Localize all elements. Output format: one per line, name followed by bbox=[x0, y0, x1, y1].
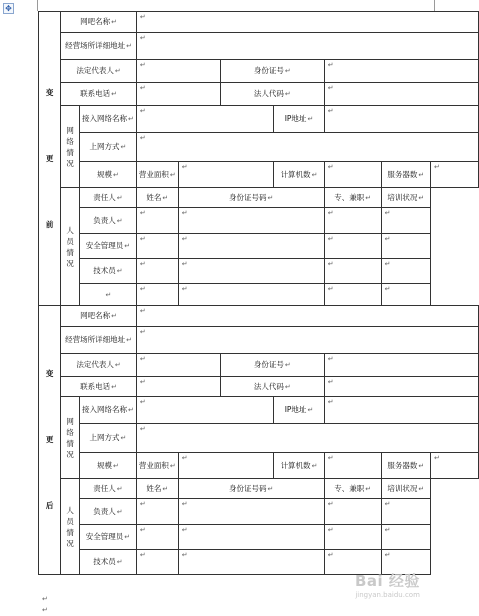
after-staff-r3-name[interactable] bbox=[136, 550, 178, 575]
vertical-char: 络 bbox=[66, 427, 74, 437]
before-area-label-text: 营业面积 bbox=[138, 169, 169, 179]
side-char: 后 bbox=[45, 501, 54, 510]
after-area-value[interactable] bbox=[178, 453, 274, 479]
before-staff-r1-label bbox=[80, 208, 137, 234]
paragraph-mark: ↵ bbox=[128, 115, 134, 123]
before-computers-value[interactable] bbox=[324, 162, 381, 188]
paragraph-mark: ↵ bbox=[139, 134, 146, 142]
paragraph-mark: ↵ bbox=[327, 378, 334, 386]
before-legal-rep-value[interactable] bbox=[136, 60, 220, 83]
after-network-side bbox=[61, 397, 80, 479]
before-servers-value[interactable] bbox=[431, 162, 479, 188]
after-access-label bbox=[80, 397, 137, 424]
paragraph-mark: ↵ bbox=[384, 500, 391, 508]
paragraph-mark: ↵ bbox=[311, 461, 318, 470]
after-col-training-text: 培训状况 bbox=[387, 483, 418, 493]
before-phone-label bbox=[61, 83, 137, 106]
watermark-url: jingyan.baidu.com bbox=[355, 591, 420, 599]
before-online-label-text: 上网方式 bbox=[89, 142, 120, 151]
after-name-label bbox=[61, 306, 137, 327]
paragraph-mark: ↵ bbox=[113, 170, 119, 179]
before-scale-label-text: 规模 bbox=[97, 169, 112, 179]
before-col-name bbox=[136, 188, 178, 208]
paragraph-mark: ↵ bbox=[139, 61, 146, 69]
before-name-value[interactable] bbox=[136, 12, 478, 33]
before-staff-r1-label-text: 负责人 bbox=[93, 215, 116, 225]
vertical-char: 况 bbox=[66, 258, 74, 268]
paragraph-mark: ↵ bbox=[139, 378, 146, 386]
vertical-char: 网 bbox=[66, 125, 74, 135]
before-computers-label-text: 计算机数 bbox=[280, 169, 311, 179]
vertical-char: 情 bbox=[66, 527, 74, 537]
paragraph-mark: ↵ bbox=[267, 193, 274, 202]
paragraph-mark: ↵ bbox=[139, 260, 146, 268]
before-side-text bbox=[41, 87, 58, 231]
after-legal-code-label-text: 法人代码 bbox=[253, 381, 284, 391]
before-address-label-text: 经营场所详细地址 bbox=[65, 41, 126, 50]
paragraph-mark: ↵ bbox=[111, 382, 118, 391]
after-legal-rep-label bbox=[61, 354, 137, 377]
after-staff-r1-training[interactable] bbox=[381, 499, 430, 525]
paragraph-mark: ↵ bbox=[162, 193, 169, 202]
before-col-training bbox=[381, 188, 430, 208]
before-phone-value[interactable] bbox=[136, 83, 220, 106]
after-col-role-text: 责任人 bbox=[93, 483, 116, 493]
after-staff-r3-id[interactable] bbox=[178, 550, 324, 575]
before-staff-blank-training[interactable] bbox=[381, 284, 430, 306]
paragraph-mark: ↵ bbox=[307, 115, 314, 123]
after-area-label bbox=[136, 453, 178, 479]
after-section-side bbox=[39, 306, 61, 575]
after-staff-r1-type[interactable] bbox=[324, 499, 381, 525]
after-col-type bbox=[324, 479, 381, 499]
after-address-label-text: 经营场所详细地址 bbox=[65, 335, 126, 344]
paragraph-mark: ↵ bbox=[284, 361, 291, 369]
paragraph-mark: ↵ bbox=[327, 84, 334, 92]
before-staff-r3-name[interactable] bbox=[136, 259, 178, 284]
paragraph-mark: ↵ bbox=[169, 170, 176, 179]
paragraph-mark: ↵ bbox=[124, 242, 131, 250]
vertical-char: 人 bbox=[66, 505, 74, 515]
before-legal-code-value[interactable] bbox=[324, 83, 478, 106]
paragraph-mark: ↵ bbox=[307, 406, 314, 414]
side-char: 变 bbox=[45, 87, 54, 97]
paragraph-mark: ↵ bbox=[365, 484, 372, 493]
paragraph-mark: ↵ bbox=[116, 558, 123, 566]
paragraph-mark: ↵ bbox=[116, 484, 123, 493]
paragraph-mark: ↵ bbox=[181, 209, 188, 217]
before-computers-label bbox=[274, 162, 324, 188]
after-ip-label-text: IP地址 bbox=[284, 405, 307, 414]
before-legal-rep-label bbox=[61, 60, 137, 83]
before-ip-label-text: IP地址 bbox=[284, 114, 307, 123]
paragraph-mark: ↵ bbox=[327, 209, 334, 217]
before-staff-side-text bbox=[63, 225, 77, 269]
after-staff-r2-id[interactable] bbox=[178, 525, 324, 550]
vertical-char: 络 bbox=[66, 136, 74, 146]
paragraph-mark: ↵ bbox=[434, 163, 440, 171]
before-id-no-value[interactable] bbox=[324, 60, 478, 83]
before-staff-r3-training[interactable] bbox=[381, 259, 430, 284]
before-staff-blank-name[interactable] bbox=[136, 284, 178, 306]
before-online-value[interactable] bbox=[136, 133, 478, 162]
paragraph-mark: ↵ bbox=[418, 193, 425, 202]
after-staff-r3-label-text: 技术员 bbox=[93, 557, 116, 566]
before-staff-r2-label bbox=[80, 234, 137, 259]
before-address-value[interactable] bbox=[136, 33, 478, 60]
paragraph-mark: ↵ bbox=[114, 67, 121, 75]
before-staff-r2-name[interactable] bbox=[136, 234, 178, 259]
after-phone-label-text: 联系电话 bbox=[80, 381, 111, 391]
before-staff-r1-id[interactable] bbox=[178, 208, 324, 234]
before-col-type bbox=[324, 188, 381, 208]
after-legal-code-value[interactable] bbox=[324, 377, 478, 397]
paragraph-mark: ↵ bbox=[126, 42, 133, 50]
paragraph-mark: ↵ bbox=[139, 398, 146, 406]
after-computers-value[interactable] bbox=[324, 453, 381, 479]
after-staff-r2-label-text: 安全管理员 bbox=[85, 532, 124, 541]
after-servers-label bbox=[381, 453, 430, 479]
baidu-watermark bbox=[355, 570, 420, 599]
before-staff-r2-label-text: 安全管理员 bbox=[85, 241, 124, 250]
before-name-label bbox=[61, 12, 137, 33]
paragraph-mark: ↵ bbox=[111, 90, 118, 98]
after-address-value[interactable] bbox=[136, 327, 478, 354]
before-servers-label bbox=[381, 162, 430, 188]
side-char: 变 bbox=[45, 369, 54, 378]
vertical-char: 况 bbox=[66, 538, 74, 548]
after-staff-side-text bbox=[63, 505, 77, 549]
after-ip-value[interactable] bbox=[324, 397, 478, 424]
paragraph-mark: ↵ bbox=[327, 235, 334, 243]
vertical-char: 员 bbox=[66, 516, 74, 526]
after-col-id bbox=[178, 479, 324, 499]
after-id-no-value[interactable] bbox=[324, 354, 478, 377]
after-staff-r2-name[interactable] bbox=[136, 525, 178, 550]
paragraph-mark: ↵ bbox=[327, 285, 334, 293]
after-staff-r1-id[interactable] bbox=[178, 499, 324, 525]
before-phone-label-text: 联系电话 bbox=[80, 89, 111, 98]
before-staff-r1-type[interactable] bbox=[324, 208, 381, 234]
paragraph-mark: ↵ bbox=[384, 235, 391, 243]
paragraph-mark: ↵ bbox=[418, 484, 425, 493]
paragraph-mark: ↵ bbox=[327, 526, 334, 534]
after-legal-rep-value[interactable] bbox=[136, 354, 220, 377]
page-right-edge bbox=[434, 0, 435, 11]
side-char: 更 bbox=[45, 153, 54, 163]
paragraph-mark: ↵ bbox=[113, 461, 119, 470]
table-move-handle-icon[interactable]: ✥ bbox=[3, 3, 14, 14]
after-side-text bbox=[41, 368, 58, 512]
before-scale-label bbox=[80, 162, 137, 188]
paragraph-mark: ↵ bbox=[139, 107, 146, 115]
paragraph-mark: ↵ bbox=[116, 267, 123, 275]
vertical-char: 网 bbox=[66, 416, 74, 426]
after-staff-r1-label-text: 负责人 bbox=[93, 506, 116, 516]
after-name-label-text: 网吧名称 bbox=[80, 311, 111, 320]
paragraph-mark: ↵ bbox=[284, 90, 291, 98]
paragraph-mark: ↵ bbox=[327, 551, 334, 559]
before-staff-r2-training[interactable] bbox=[381, 234, 430, 259]
after-scale-label bbox=[80, 453, 137, 479]
paragraph-mark: ↵ bbox=[169, 461, 176, 470]
paragraph-mark: ↵ bbox=[105, 290, 112, 299]
before-legal-code-label-text: 法人代码 bbox=[253, 89, 284, 98]
paragraph-mark: ↵ bbox=[384, 551, 391, 559]
paragraph-mark-bottom-1: ↵ bbox=[42, 595, 48, 603]
paragraph-mark: ↵ bbox=[327, 454, 334, 462]
paragraph-mark: ↵ bbox=[139, 551, 146, 559]
paragraph-mark: ↵ bbox=[327, 107, 334, 115]
vertical-char: 情 bbox=[66, 247, 74, 257]
before-section-side bbox=[39, 12, 61, 306]
after-ip-label bbox=[274, 397, 324, 424]
before-col-id bbox=[178, 188, 324, 208]
paragraph-mark: ↵ bbox=[181, 235, 188, 243]
paragraph-mark-bottom-2: ↵ bbox=[42, 606, 48, 614]
before-col-id-text: 身份证号码 bbox=[229, 192, 267, 202]
before-staff-r3-label bbox=[80, 259, 137, 284]
after-staff-r1-name[interactable] bbox=[136, 499, 178, 525]
paragraph-mark: ↵ bbox=[384, 209, 391, 217]
paragraph-mark: ↵ bbox=[111, 312, 118, 320]
vertical-char: 员 bbox=[66, 236, 74, 246]
paragraph-mark: ↵ bbox=[384, 260, 391, 268]
paragraph-mark: ↵ bbox=[327, 398, 334, 406]
after-staff-r2-training[interactable] bbox=[381, 525, 430, 550]
before-legal-code-label bbox=[220, 83, 324, 106]
vertical-char: 况 bbox=[66, 158, 74, 168]
paragraph-mark: ↵ bbox=[181, 285, 188, 293]
before-address-label bbox=[61, 33, 137, 60]
paragraph-mark: ↵ bbox=[111, 18, 118, 26]
paragraph-mark: ↵ bbox=[139, 84, 146, 92]
paragraph-mark: ↵ bbox=[139, 500, 146, 508]
paragraph-mark: ↵ bbox=[116, 193, 123, 202]
paragraph-mark: ↵ bbox=[139, 307, 146, 315]
paragraph-mark: ↵ bbox=[139, 34, 146, 42]
after-phone-value[interactable] bbox=[136, 377, 220, 397]
before-staff-r2-type[interactable] bbox=[324, 234, 381, 259]
paragraph-mark: ↵ bbox=[162, 484, 169, 493]
before-area-value[interactable] bbox=[178, 162, 274, 188]
paragraph-mark: ↵ bbox=[384, 285, 391, 293]
before-col-role-text: 责任人 bbox=[93, 192, 116, 202]
vertical-char: 人 bbox=[66, 225, 74, 235]
paragraph-mark: ↵ bbox=[128, 406, 134, 414]
before-staff-r1-training[interactable] bbox=[381, 208, 430, 234]
paragraph-mark: ↵ bbox=[434, 454, 440, 462]
before-staff-r3-label-text: 技术员 bbox=[93, 266, 116, 275]
before-area-label bbox=[136, 162, 178, 188]
paragraph-mark: ↵ bbox=[384, 526, 391, 534]
paragraph-mark: ↵ bbox=[139, 526, 146, 534]
after-staff-r1-label bbox=[80, 499, 137, 525]
before-access-label bbox=[80, 106, 137, 133]
after-legal-rep-label-text: 法定代表人 bbox=[76, 360, 114, 369]
paragraph-mark: ↵ bbox=[120, 434, 127, 442]
before-staff-side bbox=[61, 188, 80, 306]
before-ip-value[interactable] bbox=[324, 106, 478, 133]
paragraph-mark: ↵ bbox=[139, 209, 146, 217]
after-online-value[interactable] bbox=[136, 424, 478, 453]
after-col-training bbox=[381, 479, 430, 499]
before-name-label-text: 网吧名称 bbox=[80, 17, 111, 26]
before-staff-r2-id[interactable] bbox=[178, 234, 324, 259]
before-servers-label-text: 服务器数 bbox=[387, 169, 418, 179]
after-staff-r2-type[interactable] bbox=[324, 525, 381, 550]
side-char: 前 bbox=[45, 219, 54, 229]
paragraph-mark: ↵ bbox=[181, 163, 188, 171]
before-staff-blank-label[interactable] bbox=[80, 284, 137, 306]
after-access-label-text: 接入网络名称 bbox=[82, 405, 127, 414]
before-online-label bbox=[80, 133, 137, 162]
after-online-label-text: 上网方式 bbox=[89, 433, 120, 442]
before-ip-label bbox=[274, 106, 324, 133]
paragraph-mark: ↵ bbox=[327, 61, 334, 69]
after-access-value[interactable] bbox=[136, 397, 273, 424]
after-col-id-text: 身份证号码 bbox=[229, 483, 267, 493]
paragraph-mark: ↵ bbox=[327, 355, 334, 363]
paragraph-mark: ↵ bbox=[120, 143, 127, 151]
paragraph-mark: ↵ bbox=[181, 526, 188, 534]
paragraph-mark: ↵ bbox=[327, 163, 334, 171]
paragraph-mark: ↵ bbox=[181, 260, 188, 268]
before-id-no-label bbox=[220, 60, 324, 83]
before-network-side-text bbox=[63, 125, 77, 169]
paragraph-mark: ↵ bbox=[139, 235, 146, 243]
after-servers-value[interactable] bbox=[431, 453, 479, 479]
change-registration-form bbox=[38, 11, 479, 575]
after-name-value[interactable] bbox=[136, 306, 478, 327]
before-staff-r3-type[interactable] bbox=[324, 259, 381, 284]
before-network-side bbox=[61, 106, 80, 188]
after-computers-label-text: 计算机数 bbox=[280, 460, 311, 470]
before-staff-blank-type[interactable] bbox=[324, 284, 381, 306]
paragraph-mark: ↵ bbox=[139, 13, 146, 21]
vertical-char: 情 bbox=[66, 438, 74, 448]
before-access-value[interactable] bbox=[136, 106, 273, 133]
before-id-no-label-text: 身份证号 bbox=[253, 66, 284, 75]
before-staff-r1-name[interactable] bbox=[136, 208, 178, 234]
after-computers-label bbox=[274, 453, 324, 479]
vertical-char: 况 bbox=[66, 449, 74, 459]
after-servers-label-text: 服务器数 bbox=[387, 460, 418, 470]
paragraph-mark: ↵ bbox=[284, 67, 291, 75]
vertical-char: 情 bbox=[66, 147, 74, 157]
paragraph-mark: ↵ bbox=[365, 193, 372, 202]
before-staff-blank-id[interactable] bbox=[178, 284, 324, 306]
paragraph-mark: ↵ bbox=[124, 533, 131, 541]
after-col-type-text: 专、兼职 bbox=[334, 483, 365, 493]
after-id-no-label bbox=[220, 354, 324, 377]
before-col-role bbox=[80, 188, 137, 208]
paragraph-mark: ↵ bbox=[139, 328, 146, 336]
paragraph-mark: ↵ bbox=[418, 170, 425, 179]
paragraph-mark: ↵ bbox=[418, 461, 425, 470]
after-online-label bbox=[80, 424, 137, 453]
page-left-edge bbox=[37, 0, 38, 11]
before-staff-r3-id[interactable] bbox=[178, 259, 324, 284]
after-staff-side bbox=[61, 479, 80, 575]
after-col-name bbox=[136, 479, 178, 499]
before-col-type-text: 专、兼职 bbox=[334, 192, 365, 202]
paragraph-mark: ↵ bbox=[181, 454, 188, 462]
after-col-name-text: 姓名 bbox=[146, 483, 162, 493]
paragraph-mark: ↵ bbox=[126, 336, 133, 344]
after-network-side-text bbox=[63, 416, 77, 460]
after-address-label bbox=[61, 327, 137, 354]
paragraph-mark: ↵ bbox=[327, 500, 334, 508]
paragraph-mark: ↵ bbox=[311, 170, 318, 179]
before-legal-rep-label-text: 法定代表人 bbox=[76, 66, 114, 75]
after-phone-label bbox=[61, 377, 137, 397]
paragraph-mark: ↵ bbox=[327, 260, 334, 268]
paragraph-mark: ↵ bbox=[114, 361, 121, 369]
paragraph-mark: ↵ bbox=[116, 216, 123, 225]
after-scale-label-text: 规模 bbox=[97, 460, 112, 470]
after-legal-code-label bbox=[220, 377, 324, 397]
watermark-brand: Bai 经验 bbox=[355, 572, 420, 590]
paragraph-mark: ↵ bbox=[284, 382, 291, 391]
paragraph-mark: ↵ bbox=[139, 285, 146, 293]
before-col-name-text: 姓名 bbox=[146, 192, 162, 202]
paragraph-mark: ↵ bbox=[116, 507, 123, 516]
paragraph-mark: ↵ bbox=[181, 551, 188, 559]
paragraph-mark: ↵ bbox=[181, 500, 188, 508]
after-col-role bbox=[80, 479, 137, 499]
paragraph-mark: ↵ bbox=[139, 425, 146, 433]
after-staff-r2-label bbox=[80, 525, 137, 550]
after-id-no-label-text: 身份证号 bbox=[253, 360, 284, 369]
paragraph-mark: ↵ bbox=[139, 355, 146, 363]
after-area-label-text: 营业面积 bbox=[138, 460, 169, 470]
side-char: 更 bbox=[45, 435, 54, 444]
before-access-label-text: 接入网络名称 bbox=[82, 114, 127, 123]
before-col-training-text: 培训状况 bbox=[387, 192, 418, 202]
paragraph-mark: ↵ bbox=[267, 484, 274, 493]
after-staff-r3-label bbox=[80, 550, 137, 575]
